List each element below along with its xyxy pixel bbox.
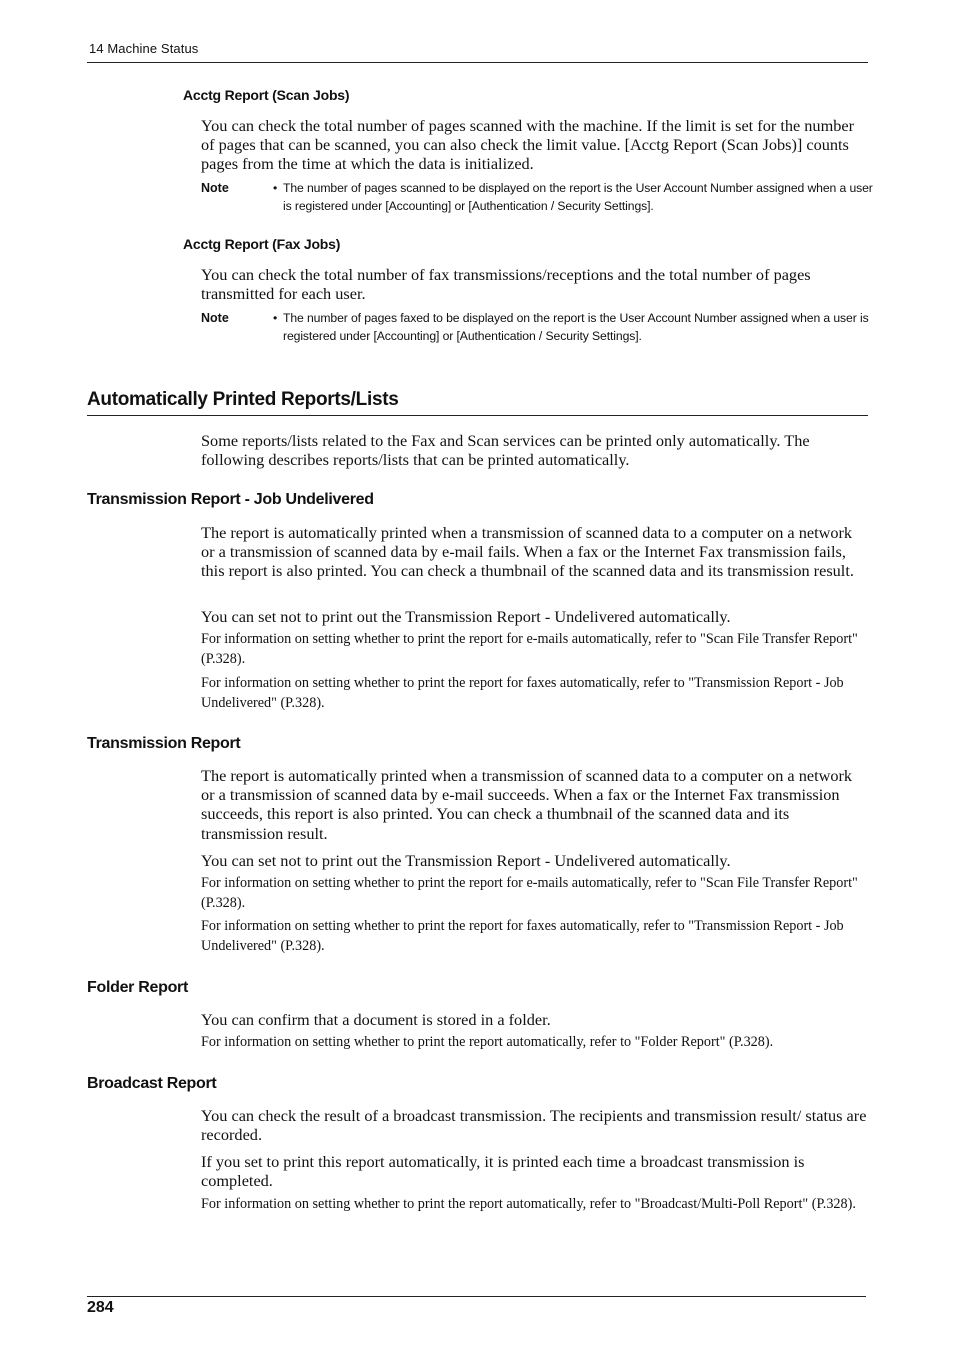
heading-tx-report: Transmission Report <box>87 735 241 752</box>
footer-rule <box>87 1296 866 1297</box>
para-folder-report: You can confirm that a document is stored in a folder. <box>201 1010 551 1029</box>
ref-tx-undelivered-1: For information on setting whether to print the report for e-mails automatically, refer to "Scan File Transfer Report" (P.328). <box>201 631 858 667</box>
heading-broadcast-report: Broadcast Report <box>87 1075 217 1092</box>
section-rule <box>87 415 868 416</box>
page-number: 284 <box>87 1299 114 1316</box>
para-tx-undelivered-1: The report is automatically printed when a transmission of scanned data to a computer on a network or a transmission of scanned data by e-mail fails. When a fax or the Internet Fax transmission fails, this report is also printed. You can check a thumbnail of the scanned data and its transmission result. <box>201 523 854 581</box>
ref-broadcast-report: For information on setting whether to print the report automatically, refer to "Broadcast/Multi-Poll Report" (P.328). <box>201 1196 856 1212</box>
para-tx-undelivered-2: You can set not to print out the Transmission Report - Undelivered automatically. <box>201 607 731 626</box>
para-tx-report-1: The report is automatically printed when a transmission of scanned data to a computer on a network or a transmission of scanned data by e-mail succeeds. When a fax or the Internet Fax transmission succeeds, this report is also printed. You can check a thumbnail of the scanned data and its transmission result. <box>201 766 853 843</box>
note-label-acctg-fax: Note <box>201 311 229 325</box>
note-acctg-fax <box>273 309 879 345</box>
ref-tx-report-2: For information on setting whether to print the report for faxes automatically, refer to "Transmission Report - Job Undelivered" (P.328). <box>201 918 844 954</box>
heading-acctg-fax: Acctg Report (Fax Jobs) <box>183 236 341 252</box>
para-tx-report-2: You can set not to print out the Transmission Report - Undelivered automatically. <box>201 851 731 870</box>
note-label-acctg-scan: Note <box>201 181 229 195</box>
note-acctg-scan <box>273 179 879 215</box>
bullet-icon: • <box>273 181 278 195</box>
heading-auto-printed: Automatically Printed Reports/Lists <box>87 389 399 410</box>
heading-acctg-scan: Acctg Report (Scan Jobs) <box>183 87 350 103</box>
ref-tx-undelivered-2: For information on setting whether to print the report for faxes automatically, refer to "Transmission Report - Job Undelivered" (P.328). <box>201 675 844 711</box>
para-acctg-fax: You can check the total number of fax transmissions/receptions and the total number of pages transmitted for each user. <box>201 265 811 304</box>
para-broadcast-report-2: If you set to print this report automatically, it is printed each time a broadcast transmission is completed. <box>201 1152 805 1191</box>
heading-tx-undelivered: Transmission Report - Job Undelivered <box>87 491 374 508</box>
ref-tx-report-1: For information on setting whether to print the report for e-mails automatically, refer to "Scan File Transfer Report" (P.328). <box>201 875 858 911</box>
heading-folder-report: Folder Report <box>87 979 188 996</box>
running-header: 14 Machine Status <box>89 41 199 56</box>
bullet-icon: • <box>273 311 278 325</box>
para-auto-printed: Some reports/lists related to the Fax and Scan services can be printed only automatically. The following describes reports/lists that can be printed automatically. <box>201 431 810 470</box>
note-text-acctg-scan: The number of pages scanned to be displayed on the report is the User Account Number assigned when a user is registered under [Accounting] or [Authentication / Security Settings]. <box>283 181 873 213</box>
para-broadcast-report-1: You can check the result of a broadcast transmission. The recipients and transmission result/ status are recorded. <box>201 1106 867 1145</box>
header-rule <box>87 62 868 63</box>
note-text-acctg-fax: The number of pages faxed to be displayed on the report is the User Account Number assigned when a user is registered under [Accounting] or [Authentication / Security Settings]. <box>283 311 869 343</box>
para-acctg-scan: You can check the total number of pages scanned with the machine. If the limit is set for the number of pages that can be scanned, you can also check the limit value. [Acctg Report (Scan Jobs)] counts pages from the time at which the data is initialized. <box>201 116 855 174</box>
ref-folder-report: For information on setting whether to print the report automatically, refer to "Folder Report" (P.328). <box>201 1034 774 1050</box>
